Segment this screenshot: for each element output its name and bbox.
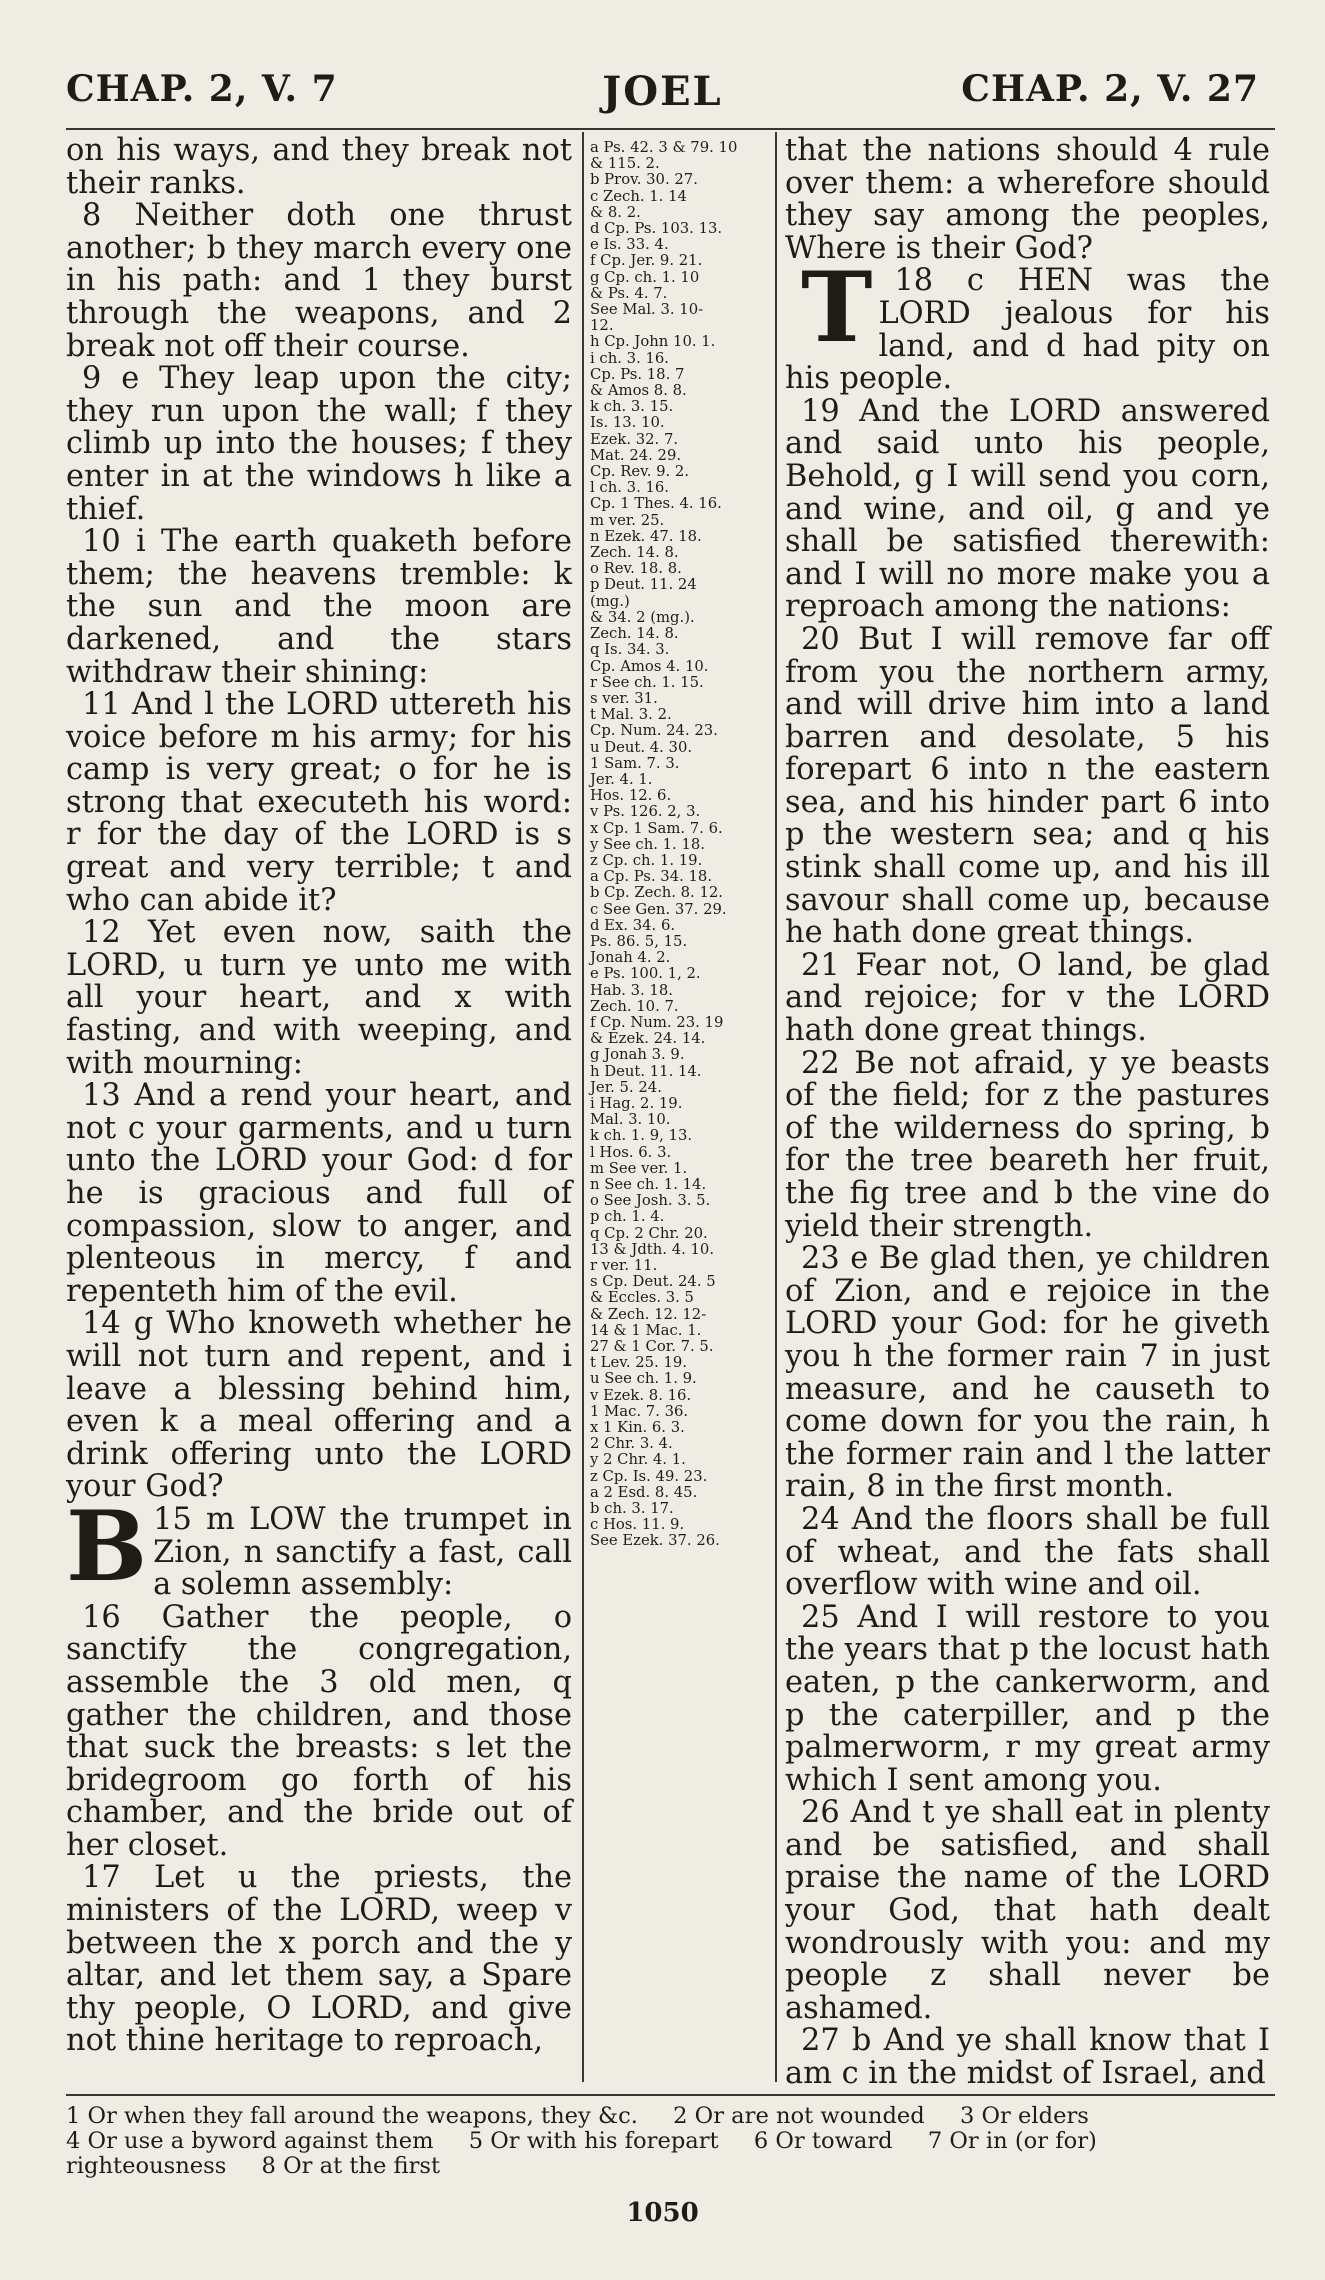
verse-paragraph: 9 e They leap upon the city; they run upon the wall; f they climb up into the houses; f they enter in at the windows h like a thief. bbox=[66, 361, 572, 527]
verse-paragraph: 12 Yet even now, saith the LORD, u turn ye unto me with all your heart, and x with fasting, and with weeping, and with mourning: bbox=[66, 915, 572, 1081]
cross-reference: & 115. 2. bbox=[590, 155, 660, 173]
footnote: 8 Or at the first bbox=[261, 2153, 441, 2179]
footnote-line bbox=[66, 2104, 1276, 2129]
cross-reference: q Cp. 2 Chr. 20. bbox=[590, 1224, 708, 1242]
verse-text: LOW the trumpet in Zion, n sanctify a fast, call a solemn assembly: bbox=[153, 1501, 572, 1603]
cross-reference: g Jonah 3. 9. bbox=[590, 1046, 685, 1064]
cross-reference: 12. bbox=[590, 317, 614, 335]
cross-reference: t Mal. 3. 2. bbox=[590, 706, 672, 724]
cross-reference: b Prov. 30. 27. bbox=[590, 171, 698, 189]
footnote: 2 Or are not wounded bbox=[673, 2103, 925, 2129]
verse-paragraph: 13 And a rend your heart, and not c your garments, and u turn unto the LORD your God: d for he is gracious and full of compassion, slow to anger, and plenteous in mercy, f and repenteth him of the evil. bbox=[66, 1078, 572, 1309]
cross-reference: g Cp. ch. 1. 10 bbox=[590, 268, 700, 286]
cross-reference: Ps. 86. 5, 15. bbox=[590, 932, 688, 950]
cross-reference: 14 & 1 Mac. 1. bbox=[590, 1321, 702, 1339]
cross-reference: h Deut. 11. 14. bbox=[590, 1062, 702, 1080]
cross-reference: Hab. 3. 18. bbox=[590, 981, 673, 999]
cross-reference: x 1 Kin. 6. 3. bbox=[590, 1419, 685, 1437]
cross-reference: n Ezek. 47. 18. bbox=[590, 527, 702, 545]
cross-reference: c Hos. 11. 9. bbox=[590, 1516, 685, 1534]
footnote: 3 Or elders bbox=[959, 2103, 1089, 2129]
verse-paragraph: 19 And the LORD answered and said unto his people, Behold, g I will send you corn, and wine, and oil, g and ye shall be satisfied therewith: and I will no more make you a reproach among the nations: bbox=[785, 393, 1270, 625]
cross-reference: & Ps. 4. 7. bbox=[590, 284, 668, 302]
cross-reference: d Ex. 34. 6. bbox=[590, 916, 676, 934]
cross-reference: m See ver. 1. bbox=[590, 1159, 688, 1177]
footnote: 7 Or in (or for) bbox=[927, 2128, 1097, 2154]
cross-reference: & Ezek. 24. 14. bbox=[590, 1030, 706, 1048]
cross-reference: & Amos 8. 8. bbox=[590, 382, 687, 400]
cross-reference: r ver. 11. bbox=[590, 1257, 658, 1275]
book-title: JOEL bbox=[602, 68, 723, 115]
verse-paragraph: 20 But I will remove far off from you the northern army, and will drive him into a land barren and desolate, 5 his forepart 6 into n the eastern sea, and his hinder part 6 into p the western sea; and q his stink shall come up, and his ill savour shall come up, because he hath done great things. bbox=[785, 621, 1270, 951]
cross-reference: a 2 Esd. 8. 45. bbox=[590, 1483, 698, 1501]
footnote: 6 Or toward bbox=[753, 2128, 893, 2154]
cross-reference: b Cp. Zech. 8. 12. bbox=[590, 884, 723, 902]
cross-reference-column bbox=[590, 140, 770, 1550]
footnote: righteousness bbox=[66, 2153, 227, 2179]
cross-reference: f Cp. Jer. 9. 21. bbox=[590, 252, 703, 270]
column-divider-left bbox=[582, 132, 584, 2082]
dropcap-paragraph bbox=[66, 1489, 572, 1603]
right-text-column bbox=[785, 135, 1270, 2091]
verse-text: HEN was the LORD jealous for his land, and d had pity on his people. bbox=[785, 263, 1270, 397]
cross-reference: Zech. 14. 8. bbox=[590, 625, 679, 643]
cross-reference: & 34. 2 (mg.). bbox=[590, 608, 695, 626]
drop-cap-letter: B bbox=[66, 1489, 148, 1603]
footnote: 1 Or when they fall around the weapons, they &c. bbox=[66, 2103, 638, 2129]
header-right-reference: CHAP. 2, V. 27 bbox=[961, 68, 1259, 110]
drop-cap-letter: T bbox=[801, 251, 873, 365]
cross-reference: Zech. 14. 8. bbox=[590, 544, 679, 562]
verse-paragraph: 24 And the floors shall be full of wheat, and the fats shall overflow with wine and oil. bbox=[785, 1501, 1270, 1603]
cross-reference: Hos. 12. 6. bbox=[590, 787, 672, 805]
cross-reference: a Cp. Ps. 34. 18. bbox=[590, 868, 713, 886]
cross-reference: i Hag. 2. 19. bbox=[590, 1094, 683, 1112]
footnote: 5 Or with his forepart bbox=[468, 2128, 719, 2154]
footnote: 4 Or use a byword against them bbox=[66, 2128, 434, 2154]
verse-paragraph: 10 i The earth quaketh before them; the heavens tremble: k the sun and the moon are darkened, and the stars withdraw their shining: bbox=[66, 524, 572, 690]
verse-paragraph: 17 Let u the priests, the ministers of the LORD, weep v between the x porch and the y altar, and let them say, a Spare thy people, O LORD, and give not thine heritage to reproach, bbox=[66, 1860, 572, 2059]
cross-reference: c See Gen. 37. 29. bbox=[590, 900, 727, 918]
cross-reference: Jer. 5. 24. bbox=[590, 1078, 662, 1096]
page-header bbox=[66, 58, 1259, 118]
cross-reference: Cp. Num. 24. 23. bbox=[590, 722, 718, 740]
cross-reference: i ch. 3. 16. bbox=[590, 349, 670, 367]
cross-reference: Is. 13. 10. bbox=[590, 414, 665, 432]
header-left-reference: CHAP. 2, V. 7 bbox=[66, 68, 338, 110]
cross-reference: r See ch. 1. 15. bbox=[590, 673, 704, 691]
cross-reference: s Cp. Deut. 24. 5 bbox=[590, 1273, 716, 1291]
cross-reference: k ch. 1. 9, 13. bbox=[590, 1127, 693, 1145]
column-divider-right bbox=[775, 132, 777, 2082]
cross-reference: v Ezek. 8. 16. bbox=[590, 1386, 692, 1404]
cross-reference: n See ch. 1. 14. bbox=[590, 1176, 707, 1193]
cross-reference: Cp. Ps. 18. 7 bbox=[590, 365, 685, 383]
cross-reference: Cp. 1 Thes. 4. 16. bbox=[590, 495, 722, 513]
cross-reference: a Ps. 42. 3 & 79. 10 bbox=[590, 139, 738, 156]
cross-reference: & Eccles. 3. 5 bbox=[590, 1289, 694, 1307]
cross-reference: c Zech. 1. 14 bbox=[590, 187, 687, 205]
cross-reference: Cp. Amos 4. 10. bbox=[590, 657, 709, 675]
verse-paragraph: 8 Neither doth one thrust another; b they march every one in his path: and 1 they burst through the weapons, and 2 break not off their course. bbox=[66, 198, 572, 364]
cross-reference: e Is. 33. 4. bbox=[590, 236, 669, 254]
cross-reference: l Hos. 6. 3. bbox=[590, 1143, 672, 1161]
verse-paragraph: 16 Gather the people, o sanctify the congregation, assemble the 3 old men, q gather the children, and those that suck the breasts: s let the bridegroom go forth of his chamber, and the bride out of her closet. bbox=[66, 1599, 572, 1863]
cross-reference: 1 Mac. 7. 36. bbox=[590, 1402, 689, 1420]
verse-paragraph: 27 b And ye shall know that I am c in the midst of Israel, and bbox=[785, 2023, 1270, 2092]
cross-reference: t Lev. 25. 19. bbox=[590, 1354, 688, 1372]
cross-reference: z Cp. Is. 49. 23. bbox=[590, 1467, 708, 1485]
cross-reference: s ver. 31. bbox=[590, 689, 658, 707]
cross-reference: e Ps. 100. 1, 2. bbox=[590, 965, 701, 983]
cross-reference: Zech. 10. 7. bbox=[590, 997, 679, 1015]
cross-reference: d Cp. Ps. 103. 13. bbox=[590, 220, 723, 238]
verse-number: 18 c bbox=[894, 263, 984, 299]
cross-reference: o Rev. 18. 8. bbox=[590, 560, 682, 578]
cross-reference: 27 & 1 Cor. 7. 5. bbox=[590, 1338, 714, 1356]
cross-reference: Jer. 4. 1. bbox=[590, 770, 653, 788]
cross-reference: Mal. 3. 10. bbox=[590, 1111, 671, 1129]
page-number: 1050 bbox=[626, 2198, 699, 2228]
cross-reference: u See ch. 1. 9. bbox=[590, 1370, 697, 1388]
cross-reference: (mg.) bbox=[590, 592, 630, 610]
cross-reference: u Deut. 4. 30. bbox=[590, 738, 693, 756]
cross-reference: 13 & Jdth. 4. 10. bbox=[590, 1240, 715, 1258]
dropcap-paragraph bbox=[785, 251, 1270, 397]
cross-reference: Ezek. 32. 7. bbox=[590, 430, 679, 448]
cross-reference: l ch. 3. 16. bbox=[590, 479, 670, 497]
cross-reference: & Zech. 12. 12- bbox=[590, 1305, 707, 1323]
cross-reference: 1 Sam. 7. 3. bbox=[590, 754, 680, 772]
cross-reference: o See Josh. 3. 5. bbox=[590, 1192, 711, 1210]
verse-paragraph: 22 Be not afraid, y ye beasts of the field; for z the pastures of the wilderness do spring, b for the tree beareth her fruit, the fig tree and b the vine do yield their strength. bbox=[785, 1045, 1270, 1244]
header-rule bbox=[66, 128, 1275, 130]
cross-reference: See Ezek. 37. 26. bbox=[590, 1532, 720, 1550]
footnote-line bbox=[66, 2129, 1276, 2154]
cross-reference: f Cp. Num. 23. 19 bbox=[590, 1013, 724, 1031]
cross-reference: p ch. 1. 4. bbox=[590, 1208, 665, 1226]
cross-reference: z Cp. ch. 1. 19. bbox=[590, 851, 703, 869]
cross-reference: y See ch. 1. 18. bbox=[590, 835, 705, 853]
cross-reference: & 8. 2. bbox=[590, 203, 641, 221]
cross-reference: h Cp. John 10. 1. bbox=[590, 333, 716, 351]
cross-reference: See Mal. 3. 10- bbox=[590, 301, 704, 319]
cross-reference: Jonah 4. 2. bbox=[590, 949, 671, 967]
verse-paragraph: 25 And I will restore to you the years that p the locust hath eaten, p the cankerworm, and p the caterpiller, and p the palmerworm, r my great army which I sent among you. bbox=[785, 1599, 1270, 1798]
verse-number: 15 m bbox=[153, 1501, 235, 1537]
footnote-line bbox=[66, 2154, 1276, 2179]
left-text-column bbox=[66, 135, 572, 2058]
verse-paragraph: 21 Fear not, O land, be glad and rejoice; for v the LORD hath done great things. bbox=[785, 947, 1270, 1049]
footnote-rule bbox=[66, 2094, 1275, 2096]
cross-reference: x Cp. 1 Sam. 7. 6. bbox=[590, 819, 723, 837]
cross-reference: Cp. Rev. 9. 2. bbox=[590, 463, 690, 481]
cross-reference: Mat. 24. 29. bbox=[590, 446, 682, 464]
footnotes bbox=[66, 2104, 1276, 2179]
verse-paragraph: on his ways, and they break not their ranks. bbox=[66, 133, 572, 201]
cross-reference: y 2 Chr. 4. 1. bbox=[590, 1451, 686, 1469]
cross-reference: k ch. 3. 15. bbox=[590, 398, 674, 416]
verse-paragraph: 26 And t ye shall eat in plenty and be satisfied, and shall praise the name of the LORD your God, that hath dealt wondrously with you: and my people z shall never be ashamed. bbox=[785, 1795, 1270, 2026]
verse-paragraph: that the nations should 4 rule over them: a wherefore should they say among the peoples, Where is their God? bbox=[785, 133, 1270, 266]
verse-paragraph: 23 e Be glad then, ye children of Zion, and e rejoice in the LORD your God: for he giveth you h the former rain 7 in just measure, and he causeth to come down for you the rain, h the former rain and l the latter rain, 8 in the first month. bbox=[785, 1241, 1270, 1505]
cross-reference: q Is. 34. 3. bbox=[590, 641, 670, 659]
verse-paragraph: 14 g Who knoweth whether he will not turn and repent, and i leave a blessing behind him, even k a meal offering and a drink offering unto the LORD your God? bbox=[66, 1306, 572, 1505]
cross-reference: p Deut. 11. 24 bbox=[590, 576, 697, 594]
cross-reference: m ver. 25. bbox=[590, 511, 665, 529]
cross-reference: b ch. 3. 17. bbox=[590, 1500, 674, 1518]
cross-reference: v Ps. 126. 2, 3. bbox=[590, 803, 701, 821]
cross-reference: 2 Chr. 3. 4. bbox=[590, 1435, 673, 1453]
verse-paragraph: 11 And l the LORD uttereth his voice before m his army; for his camp is very great; o for he is strong that executeth his word: r for the day of the LORD is s great and very terrible; t and who can abide it? bbox=[66, 687, 572, 918]
